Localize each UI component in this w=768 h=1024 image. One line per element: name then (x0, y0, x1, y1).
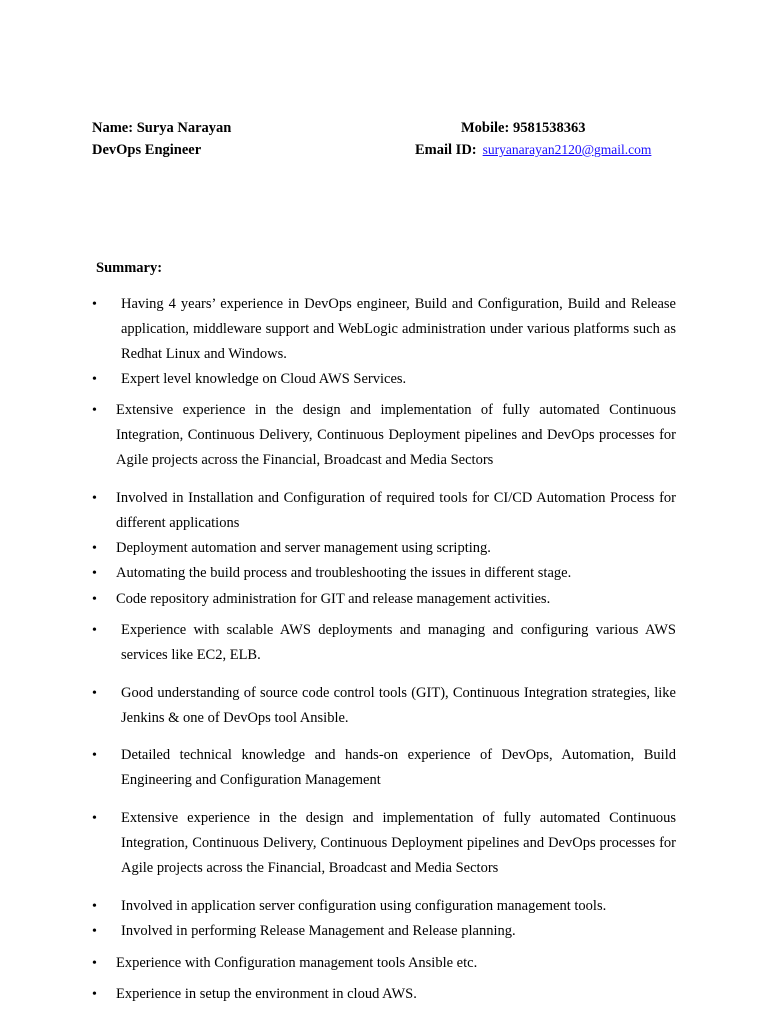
bullet-icon: • (92, 592, 97, 607)
bullet-icon: • (92, 403, 97, 418)
summary-bullet-item (92, 894, 676, 919)
bullet-icon: • (92, 924, 97, 939)
summary-bullet-item (92, 681, 676, 731)
bullet-icon: • (92, 686, 97, 701)
summary-bullet-text: Extensive experience in the design and implementation of fully automated Continuous Integration, Continuous Delivery, Continuous Deployment pipelines and DevOps processes for Agile projects across the Financial, Broadcast and Media Sectors (116, 402, 676, 468)
summary-bullet-item (92, 536, 676, 561)
summary-bullet-text: Automating the build process and troubleshooting the issues in different stage. (116, 565, 572, 581)
bullet-icon: • (92, 372, 97, 387)
email-row (415, 141, 651, 159)
summary-bullet-text: Code repository administration for GIT and release management activities. (116, 591, 551, 607)
summary-bullet-text: Experience with Configuration management tools Ansible etc. (116, 955, 478, 971)
summary-bullet-item (92, 806, 676, 881)
summary-bullet-item (92, 919, 676, 944)
bullet-icon: • (92, 748, 97, 763)
summary-bullet-item (92, 486, 676, 536)
summary-bullet-text: Involved in application server configuration using configuration management tools. (121, 898, 607, 914)
job-title: DevOps Engineer (92, 142, 202, 158)
summary-heading: Summary: (96, 260, 163, 276)
bullet-icon: • (92, 297, 97, 312)
bullet-icon: • (92, 956, 97, 971)
bullet-icon: • (92, 541, 97, 556)
bullet-icon: • (92, 566, 97, 581)
bullet-icon: • (92, 491, 97, 506)
summary-bullet-text: Deployment automation and server management using scripting. (116, 540, 491, 556)
bullet-icon: • (92, 987, 97, 1002)
summary-bullet-text: Expert level knowledge on Cloud AWS Services. (121, 371, 407, 387)
summary-bullet-text: Involved in Installation and Configuration of required tools for CI/CD Automation Process for different applications (116, 490, 676, 531)
email-link[interactable]: suryanarayan2120@gmail.com (482, 142, 652, 157)
bullet-icon: • (92, 623, 97, 638)
summary-bullet-text: Experience in setup the environment in cloud AWS. (116, 986, 417, 1002)
bullet-icon: • (92, 811, 97, 826)
summary-bullet-item (92, 982, 676, 1007)
summary-bullet-text: Good understanding of source code control tools (GIT), Continuous Integration strategies, like Jenkins & one of DevOps tool Ansible. (121, 685, 676, 726)
summary-bullet-item (92, 292, 676, 367)
summary-bullet-text: Extensive experience in the design and implementation of fully automated Continuous Integration, Continuous Delivery, Continuous Deployment pipelines and DevOps processes for Agile projects across the Financial, Broadcast and Media Sectors (121, 810, 676, 876)
summary-bullet-item (92, 743, 676, 793)
summary-bullet-item (92, 367, 676, 392)
summary-bullet-item (92, 618, 676, 668)
summary-bullet-text: Involved in performing Release Management and Release planning. (121, 923, 516, 939)
summary-bullet-text: Experience with scalable AWS deployments and managing and configuring various AWS services like EC2, ELB. (121, 622, 676, 663)
summary-bullet-item (92, 398, 676, 473)
summary-bullet-item (92, 561, 676, 586)
email-label: Email ID: (415, 142, 477, 158)
summary-bullet-text: Having 4 years’ experience in DevOps engineer, Build and Configuration, Build and Release application, middleware support and WebLogic administration under various platforms such as Redhat Linux and Windows. (121, 296, 676, 362)
summary-bullet-item (92, 951, 676, 976)
mobile-number: Mobile: 9581538363 (461, 120, 586, 136)
bullet-icon: • (92, 899, 97, 914)
candidate-name: Name: Surya Narayan (92, 120, 232, 136)
summary-bullet-text: Detailed technical knowledge and hands-on experience of DevOps, Automation, Build Engineering and Configuration Management (121, 747, 676, 788)
summary-bullet-item (92, 587, 676, 612)
